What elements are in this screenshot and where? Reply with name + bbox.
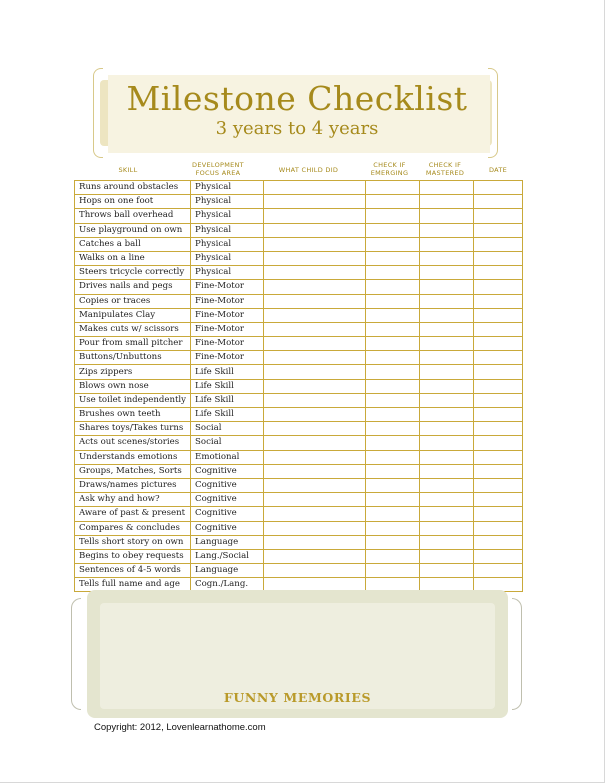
check-emerging-cell[interactable] <box>366 251 420 265</box>
header-mastered-line1: CHECK IF <box>428 161 462 169</box>
check-mastered-cell[interactable] <box>419 478 473 492</box>
what-child-did-cell[interactable] <box>263 251 366 265</box>
focus-area-cell: Fine-Motor <box>191 280 263 294</box>
check-emerging-cell[interactable] <box>366 422 420 436</box>
focus-area-cell: Cognitive <box>191 478 263 492</box>
focus-area-cell: Life Skill <box>191 393 263 407</box>
date-cell[interactable] <box>474 308 523 322</box>
skill-cell: Tells full name and age <box>75 578 191 592</box>
check-mastered-cell[interactable] <box>419 564 473 578</box>
table-row <box>75 422 523 436</box>
focus-area-cell: Cognitive <box>191 521 263 535</box>
check-mastered-cell[interactable] <box>419 493 473 507</box>
focus-area-cell: Cognitive <box>191 464 263 478</box>
focus-area-cell: Social <box>191 436 263 450</box>
skill-cell: Aware of past & present <box>75 507 191 521</box>
focus-area-cell: Physical <box>191 237 263 251</box>
check-emerging-cell[interactable] <box>366 237 420 251</box>
skill-cell: Hops on one foot <box>75 195 191 209</box>
page-subtitle: 3 years to 4 years <box>215 118 379 139</box>
date-cell[interactable] <box>474 181 523 195</box>
table-row <box>75 379 523 393</box>
table-row <box>75 450 523 464</box>
table-row <box>75 266 523 280</box>
skill-cell: Compares & concludes <box>75 521 191 535</box>
check-mastered-cell[interactable] <box>419 223 473 237</box>
skill-cell: Zips zippers <box>75 365 191 379</box>
check-mastered-cell[interactable] <box>419 365 473 379</box>
header-skill: SKILL <box>118 166 138 174</box>
header-focus-line1: DEVELOPMENT <box>192 161 244 169</box>
table-row <box>75 521 523 535</box>
check-emerging-cell[interactable] <box>366 478 420 492</box>
check-mastered-cell[interactable] <box>419 549 473 563</box>
check-emerging-cell[interactable] <box>366 365 420 379</box>
check-emerging-cell[interactable] <box>366 294 420 308</box>
check-emerging-cell[interactable] <box>366 521 420 535</box>
check-mastered-cell[interactable] <box>419 209 473 223</box>
date-cell[interactable] <box>474 280 523 294</box>
date-cell[interactable] <box>474 209 523 223</box>
table-row <box>75 393 523 407</box>
check-mastered-cell[interactable] <box>419 507 473 521</box>
date-cell[interactable] <box>474 535 523 549</box>
focus-area-cell: Social <box>191 422 263 436</box>
date-cell[interactable] <box>474 436 523 450</box>
skill-cell: Walks on a line <box>75 251 191 265</box>
check-emerging-cell[interactable] <box>366 549 420 563</box>
focus-area-cell: Cognitive <box>191 493 263 507</box>
focus-area-cell: Fine-Motor <box>191 337 263 351</box>
check-mastered-cell[interactable] <box>419 195 473 209</box>
date-cell[interactable] <box>474 223 523 237</box>
table-row <box>75 351 523 365</box>
check-emerging-cell[interactable] <box>366 393 420 407</box>
focus-area-cell: Fine-Motor <box>191 322 263 336</box>
table-row <box>75 507 523 521</box>
skill-cell: Understands emotions <box>75 450 191 464</box>
check-mastered-cell[interactable] <box>419 450 473 464</box>
focus-area-cell: Physical <box>191 251 263 265</box>
skill-cell: Runs around obstacles <box>75 181 191 195</box>
skill-cell: Begins to obey requests <box>75 549 191 563</box>
date-cell[interactable] <box>474 422 523 436</box>
check-emerging-cell[interactable] <box>366 450 420 464</box>
what-child-did-cell[interactable] <box>263 436 366 450</box>
skill-cell: Sentences of 4-5 words <box>75 564 191 578</box>
date-cell[interactable] <box>474 408 523 422</box>
copyright-text: Copyright: 2012, Lovenlearnathome.com <box>94 722 266 733</box>
date-cell[interactable] <box>474 365 523 379</box>
what-child-did-cell[interactable] <box>263 493 366 507</box>
check-emerging-cell[interactable] <box>366 564 420 578</box>
table-row <box>75 365 523 379</box>
check-emerging-cell[interactable] <box>366 493 420 507</box>
table-row <box>75 181 523 195</box>
what-child-did-cell[interactable] <box>263 478 366 492</box>
header-emerging <box>362 161 417 177</box>
header-focus-area <box>182 161 254 177</box>
focus-area-cell: Cognitive <box>191 507 263 521</box>
milestone-table <box>74 180 523 592</box>
check-emerging-cell[interactable] <box>366 507 420 521</box>
table-row <box>75 322 523 336</box>
skill-cell: Shares toys/Takes turns <box>75 422 191 436</box>
check-mastered-cell[interactable] <box>419 393 473 407</box>
table-row <box>75 280 523 294</box>
skill-cell: Blows own nose <box>75 379 191 393</box>
what-child-did-cell[interactable] <box>263 365 366 379</box>
what-child-did-cell[interactable] <box>263 464 366 478</box>
date-cell[interactable] <box>474 549 523 563</box>
check-mastered-cell[interactable] <box>419 322 473 336</box>
what-child-did-cell[interactable] <box>263 280 366 294</box>
check-emerging-cell[interactable] <box>366 408 420 422</box>
check-mastered-cell[interactable] <box>419 337 473 351</box>
skill-cell: Catches a ball <box>75 237 191 251</box>
table-row <box>75 464 523 478</box>
table-row <box>75 237 523 251</box>
table-row <box>75 294 523 308</box>
header-what-child-did: WHAT CHILD DID <box>278 166 339 174</box>
check-mastered-cell[interactable] <box>419 237 473 251</box>
skill-cell: Throws ball overhead <box>75 209 191 223</box>
check-mastered-cell[interactable] <box>419 280 473 294</box>
check-mastered-cell[interactable] <box>419 251 473 265</box>
header-mastered-line2: MASTERED <box>425 169 465 177</box>
skill-cell: Brushes own teeth <box>75 408 191 422</box>
what-child-did-cell[interactable] <box>263 422 366 436</box>
focus-area-cell: Physical <box>191 209 263 223</box>
date-cell[interactable] <box>474 251 523 265</box>
check-mastered-cell[interactable] <box>419 351 473 365</box>
skill-cell: Pour from small pitcher <box>75 337 191 351</box>
table-row <box>75 493 523 507</box>
table-row <box>75 549 523 563</box>
check-emerging-cell[interactable] <box>366 195 420 209</box>
focus-area-cell: Cogn./Lang. <box>191 578 263 592</box>
table-row <box>75 535 523 549</box>
date-cell[interactable] <box>474 337 523 351</box>
what-child-did-cell[interactable] <box>263 549 366 563</box>
page-title: Milestone Checklist <box>126 79 468 118</box>
table-row <box>75 408 523 422</box>
focus-area-cell: Fine-Motor <box>191 308 263 322</box>
table-row <box>75 223 523 237</box>
what-child-did-cell[interactable] <box>263 223 366 237</box>
check-mastered-cell[interactable] <box>419 436 473 450</box>
what-child-did-cell[interactable] <box>263 408 366 422</box>
check-emerging-cell[interactable] <box>366 266 420 280</box>
focus-area-cell: Physical <box>191 181 263 195</box>
check-emerging-cell[interactable] <box>366 535 420 549</box>
date-cell[interactable] <box>474 478 523 492</box>
what-child-did-cell[interactable] <box>263 337 366 351</box>
check-mastered-cell[interactable] <box>419 308 473 322</box>
skill-cell: Makes cuts w/ scissors <box>75 322 191 336</box>
check-emerging-cell[interactable] <box>366 223 420 237</box>
header-date: DATE <box>488 166 508 174</box>
check-mastered-cell[interactable] <box>419 266 473 280</box>
focus-area-cell: Fine-Motor <box>191 294 263 308</box>
date-cell[interactable] <box>474 351 523 365</box>
skill-cell: Acts out scenes/stories <box>75 436 191 450</box>
skill-cell: Buttons/Unbuttons <box>75 351 191 365</box>
focus-area-cell: Lang./Social <box>191 549 263 563</box>
what-child-did-cell[interactable] <box>263 308 366 322</box>
date-cell[interactable] <box>474 266 523 280</box>
date-cell[interactable] <box>474 507 523 521</box>
check-emerging-cell[interactable] <box>366 209 420 223</box>
check-mastered-cell[interactable] <box>419 181 473 195</box>
what-child-did-cell[interactable] <box>263 322 366 336</box>
header-emerging-line2: EMERGING <box>370 169 409 177</box>
focus-area-cell: Physical <box>191 195 263 209</box>
check-emerging-cell[interactable] <box>366 280 420 294</box>
table-row <box>75 564 523 578</box>
what-child-did-cell[interactable] <box>263 266 366 280</box>
check-emerging-cell[interactable] <box>366 308 420 322</box>
table-row <box>75 209 523 223</box>
focus-area-cell: Fine-Motor <box>191 351 263 365</box>
table-row <box>75 308 523 322</box>
what-child-did-cell[interactable] <box>263 393 366 407</box>
table-row <box>75 251 523 265</box>
focus-area-cell: Life Skill <box>191 408 263 422</box>
focus-area-cell: Life Skill <box>191 365 263 379</box>
what-child-did-cell[interactable] <box>263 450 366 464</box>
memories-right-scroll <box>512 598 522 710</box>
check-mastered-cell[interactable] <box>419 408 473 422</box>
skill-cell: Tells short story on own <box>75 535 191 549</box>
what-child-did-cell[interactable] <box>263 535 366 549</box>
check-mastered-cell[interactable] <box>419 422 473 436</box>
what-child-did-cell[interactable] <box>263 379 366 393</box>
what-child-did-cell[interactable] <box>263 181 366 195</box>
date-cell[interactable] <box>474 322 523 336</box>
date-cell[interactable] <box>474 564 523 578</box>
check-mastered-cell[interactable] <box>419 464 473 478</box>
what-child-did-cell[interactable] <box>263 294 366 308</box>
what-child-did-cell[interactable] <box>263 195 366 209</box>
date-cell[interactable] <box>474 521 523 535</box>
what-child-did-cell[interactable] <box>263 237 366 251</box>
memories-left-scroll <box>71 598 81 710</box>
what-child-did-cell[interactable] <box>263 564 366 578</box>
focus-area-cell: Language <box>191 535 263 549</box>
check-mastered-cell[interactable] <box>419 535 473 549</box>
skill-cell: Draws/names pictures <box>75 478 191 492</box>
memories-label: FUNNY MEMORIES <box>223 690 372 705</box>
skill-cell: Groups, Matches, Sorts <box>75 464 191 478</box>
check-mastered-cell[interactable] <box>419 294 473 308</box>
check-emerging-cell[interactable] <box>366 322 420 336</box>
check-emerging-cell[interactable] <box>366 351 420 365</box>
date-cell[interactable] <box>474 379 523 393</box>
date-cell[interactable] <box>474 195 523 209</box>
focus-area-cell: Language <box>191 564 263 578</box>
check-mastered-cell[interactable] <box>419 379 473 393</box>
skill-cell: Use toilet independently <box>75 393 191 407</box>
check-emerging-cell[interactable] <box>366 337 420 351</box>
date-cell[interactable] <box>474 294 523 308</box>
focus-area-cell: Physical <box>191 223 263 237</box>
check-emerging-cell[interactable] <box>366 379 420 393</box>
header-emerging-line1: CHECK IF <box>373 161 406 169</box>
focus-area-cell: Physical <box>191 266 263 280</box>
skill-cell: Use playground on own <box>75 223 191 237</box>
focus-area-cell: Life Skill <box>191 379 263 393</box>
skill-cell: Manipulates Clay <box>75 308 191 322</box>
check-emerging-cell[interactable] <box>366 436 420 450</box>
what-child-did-cell[interactable] <box>263 209 366 223</box>
table-row <box>75 478 523 492</box>
skill-cell: Steers tricycle correctly <box>75 266 191 280</box>
date-cell[interactable] <box>474 450 523 464</box>
date-cell[interactable] <box>474 393 523 407</box>
table-row <box>75 337 523 351</box>
header-focus-line2: FOCUS AREA <box>195 169 241 177</box>
skill-cell: Copies or traces <box>75 294 191 308</box>
what-child-did-cell[interactable] <box>263 507 366 521</box>
skill-cell: Drives nails and pegs <box>75 280 191 294</box>
date-cell[interactable] <box>474 237 523 251</box>
header-mastered <box>417 161 473 177</box>
focus-area-cell: Emotional <box>191 450 263 464</box>
what-child-did-cell[interactable] <box>263 521 366 535</box>
date-cell[interactable] <box>474 464 523 478</box>
date-cell[interactable] <box>474 493 523 507</box>
check-mastered-cell[interactable] <box>419 521 473 535</box>
table-row <box>75 436 523 450</box>
table-row <box>75 195 523 209</box>
check-emerging-cell[interactable] <box>366 181 420 195</box>
check-emerging-cell[interactable] <box>366 464 420 478</box>
skill-cell: Ask why and how? <box>75 493 191 507</box>
what-child-did-cell[interactable] <box>263 351 366 365</box>
